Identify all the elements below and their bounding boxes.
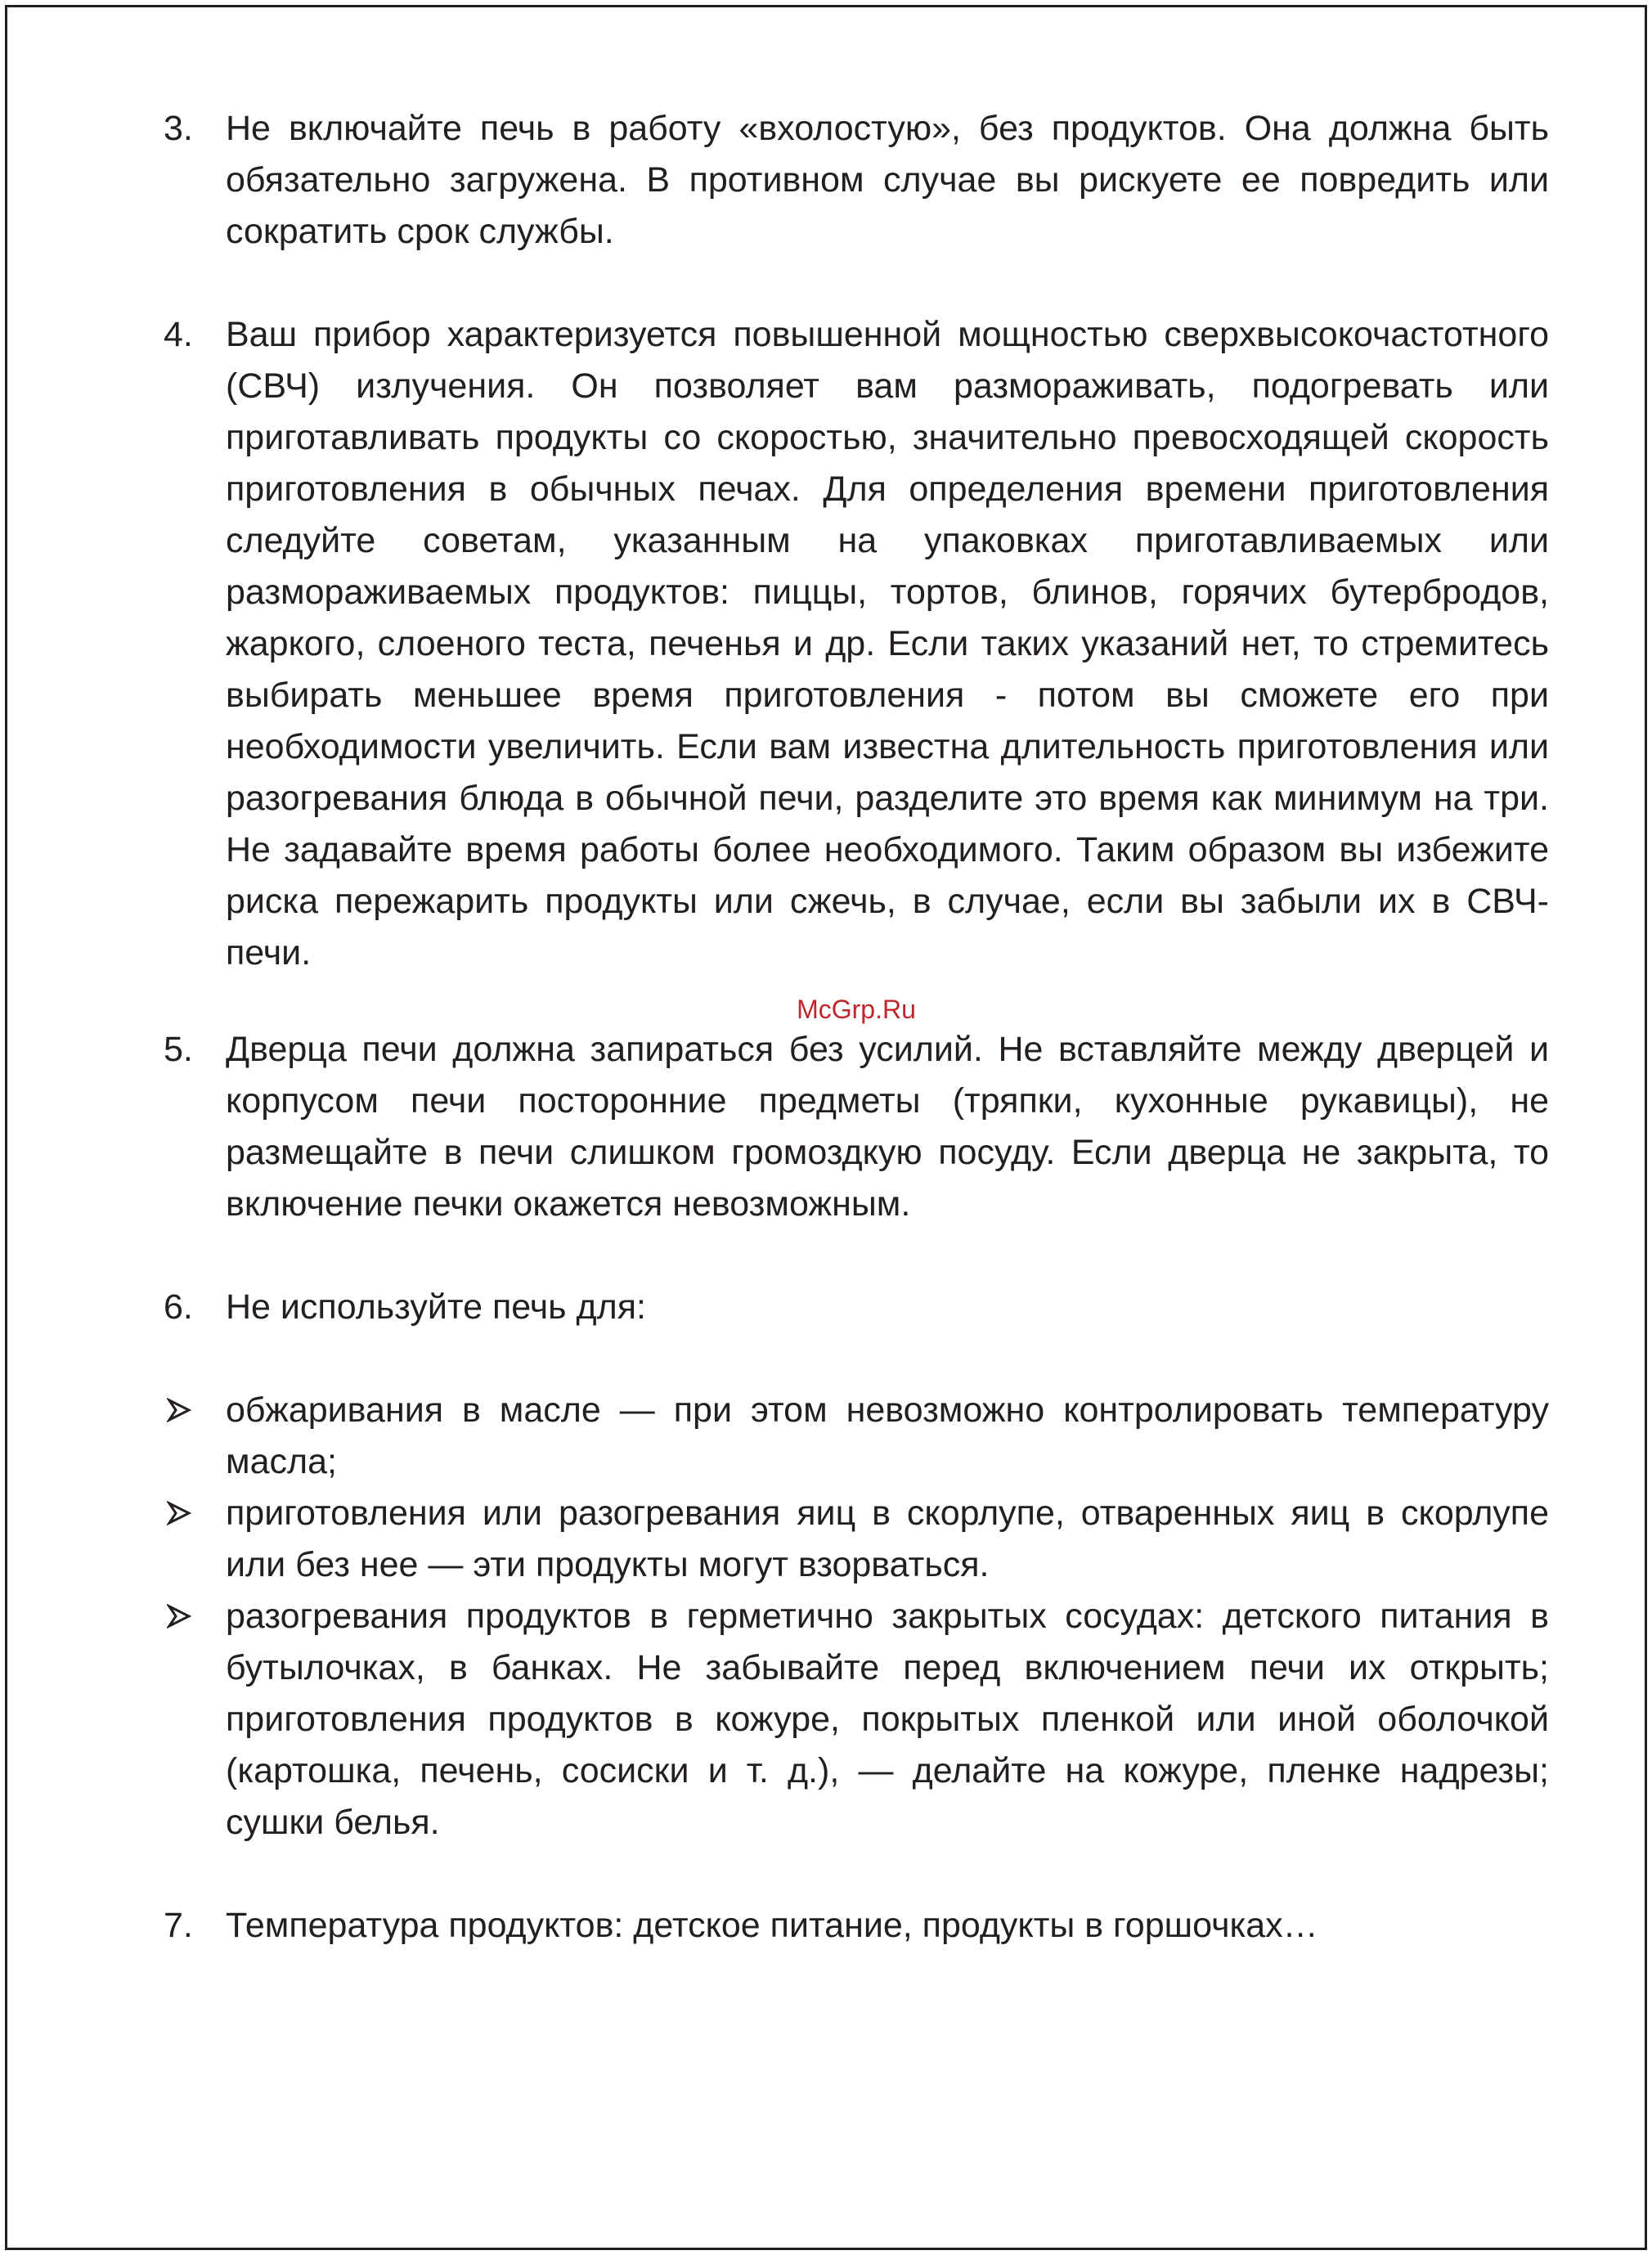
list-item-3 [164, 103, 1549, 258]
item-number: 3. [164, 109, 193, 148]
item-text: Ваш прибор характеризуется повышенной мощностью сверхвысокочастотного (СВЧ) излучения. Он позволяет вам размораживать, подогревать или приготавливать продукты со скоростью, значительно превосходящей скорость приготовления в обычных печах. Для определения времени приготовления следуйте советам, указанным на упаковках приготавливаемых или размораживаемых продуктов: пиццы, тортов, блинов, горячих бутербродов, жаркого, слоеного теста, печенья и др. Если таких указаний нет, то стремитесь выбирать меньшее время приготовления - потом вы сможете его при необходимости увеличить. Если вам известна длительность приготовления или разогревания блюда в обычной печи, разделите это время как минимум на три. Не задавайте время работы более необходимого. Таким образом вы избежите риска пережарить продукты или сжечь, в случае, если вы забыли их в СВЧ-печи. [226, 315, 1549, 973]
item-text: Дверца печи должна запираться без усилий. Не вставляйте между дверцей и корпусом печи посторонние предметы (тряпки, кухонные рукавицы), не размещайте в печи слишком громоздкую посуду. Если дверца не закрыта, то включение печки окажется невозможным. [226, 1030, 1549, 1224]
item-number: 5. [164, 1030, 193, 1069]
item-number: 4. [164, 315, 193, 354]
bullet-text: обжаривания в масле — при этом невозможно контролировать температуру масла; [226, 1390, 1549, 1481]
item-text: Не используйте печь для: [226, 1287, 646, 1327]
watermark-link[interactable]: McGrp.Ru [797, 995, 916, 1024]
item-text: Не включайте печь в работу «вхолостую», без продуктов. Она должна быть обязательно загружена. В противном случае вы рискуете ее повредить или сократить срок службы. [226, 109, 1549, 251]
list-item-7 [164, 1900, 1549, 1952]
document-body [164, 103, 1549, 1952]
bullet-item [164, 1488, 1549, 1591]
arrow-bullet-icon [167, 1501, 191, 1525]
arrow-bullet-icon [167, 1604, 191, 1628]
bullet-text: приготовления или разогревания яиц в скорлупе, отваренных яиц в скорлупе или без нее — эти продукты могут взорваться. [226, 1494, 1549, 1584]
list-item-6 [164, 1282, 1549, 1333]
bullet-text: разогревания продуктов в герметично закрытых сосудах: детского питания в бутылочках, в банках. Не забывайте перед включением печи их открыть; приготовления продуктов в кожуре, покрытых пленкой или иной оболочкой (картошка, печень, сосиски и т. д.), — делайте на кожуре, пленке надрезы; сушки белья. [226, 1597, 1549, 1842]
item-number: 7. [164, 1906, 193, 1945]
arrow-bullet-icon [167, 1398, 191, 1422]
bullet-item [164, 1385, 1549, 1488]
list-item-4 [164, 309, 1549, 979]
bullet-item [164, 1591, 1549, 1848]
item-number: 6. [164, 1287, 193, 1327]
item-text: Температура продуктов: детское питание, продукты в горшочках… [226, 1906, 1318, 1945]
list-item-5 [164, 1024, 1549, 1230]
